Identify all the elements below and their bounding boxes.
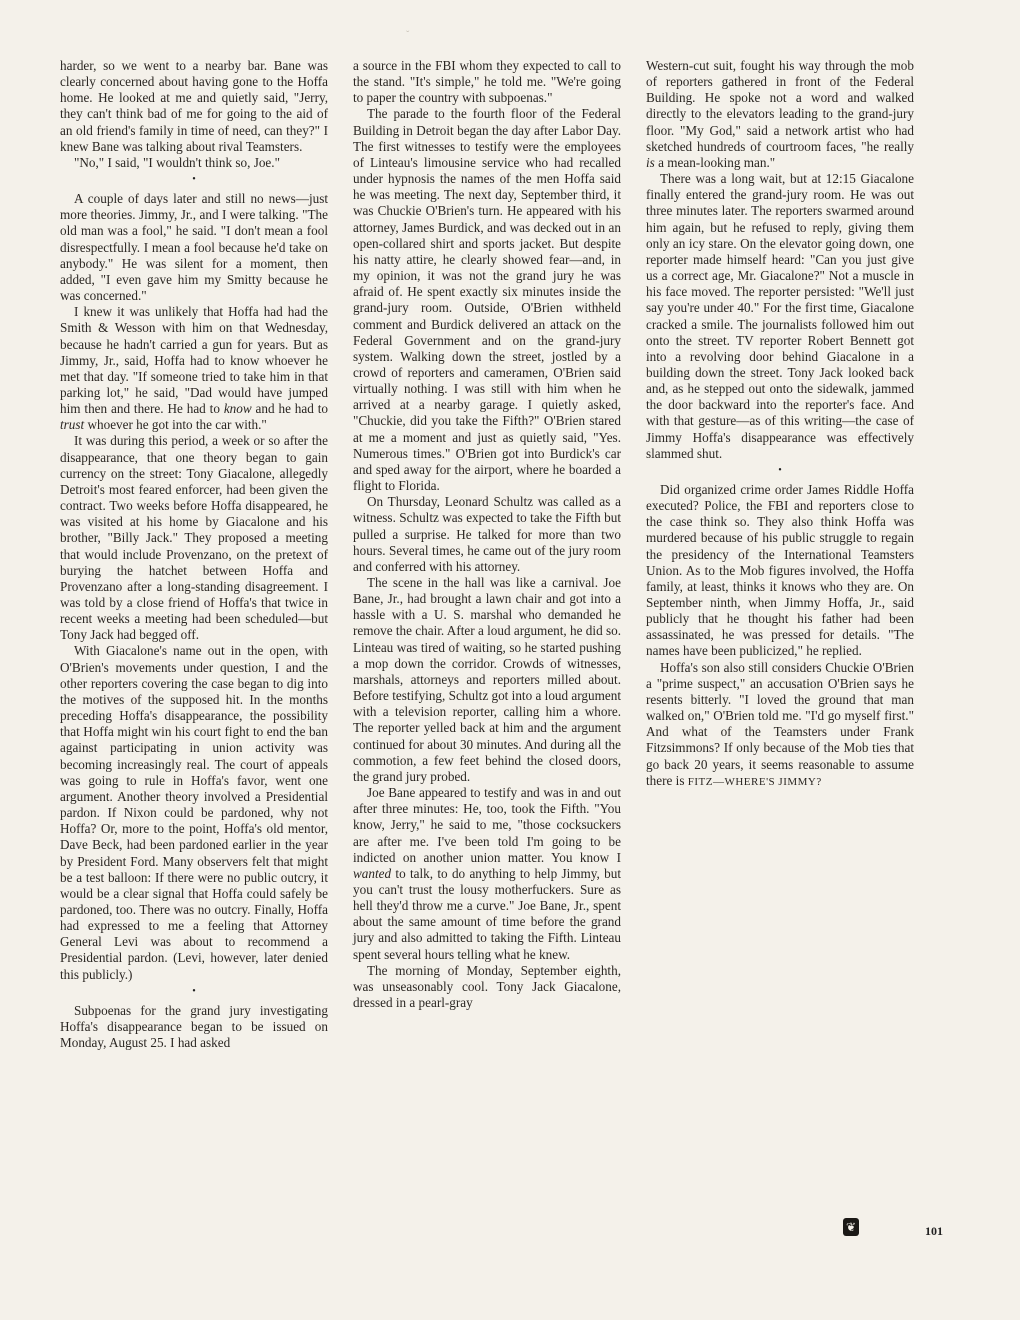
paragraph: I knew it was unlikely that Hoffa had had the Smith & Wesson with him on that Wednesday, because he hadn't carried a gun for years. But as Jimmy, Jr., said, Hoffa had to know whoever he met that day. "If someone tried to take him in that parking lot," he said, "Dad would have jumped him then and there. He had to know and he had to trust whoever he got into the car with."	[60, 304, 328, 433]
paragraph: The morning of Monday, September eighth, was unseasonably cool. Tony Jack Giacalone, dressed in a pearl-gray	[353, 962, 621, 1011]
paragraph: a source in the FBI whom they expected to call to the stand. "It's simple," he told me. "We're going to paper the country with subpoenas."	[353, 58, 621, 106]
paragraph: A couple of days later and still no news—just more theories. Jimmy, Jr., and I were talking. "The old man was a fool," he said. "I don't mean a fool disrespectfully. I mean a fool because he'd take on anybody." He was silent for a moment, then added, "I even gave him my Smitty because he was concerned."	[60, 191, 328, 304]
paragraph: There was a long wait, but at 12:15 Giacalone finally entered the grand-jury room. He was out three minutes later. The reporters swarmed around him again, but he refused to reply, giving them only an icy stare. On the elevator going down, one reporter made himself heard: "Can you just give us a correct age, Mr. Giacalone?" Not a muscle in his face moved. The reporter persisted: "We'll just say you're under 40." For the first time, Giacalone cracked a smile. The journalists followed him out onto the street. TV reporter Robert Bennett got into a revolving door behind Giacalone in a building down the street. Tony Jack looked back and, as he stepped out onto the sidewalk, jammed the door backward into the reporter's face. And with that gesture—as of this writing—the case of Jimmy Hoffa's disappearance was effectively slammed shut.	[646, 171, 914, 461]
column-2	[353, 58, 621, 1011]
section-separator: •	[778, 464, 782, 476]
section-separator: •	[192, 174, 196, 186]
paragraph: The parade to the fourth floor of the Federal Building in Detroit began the day after Labor Day. The first witnesses to testify were the employees of Linteau's limousine service who had recalled under hypnosis the names of the men Hoffa said he was meeting. The next day, September third, it was Chuckie O'Brien's turn. He appeared with his attorney, James Burdick, and was decked out in an open-collared shirt and sports jacket. But despite his natty attire, he clearly showed fear—and, in my opinion, it was not the grand jury he was afraid of. He spent exactly six minutes inside the grand-jury room. Outside, O'Brien withheld comment and Burdick delivered an attack on the Federal Government and on the grand-jury system. Walking down the street, jostled by a crowd of reporters and cameramen, O'Brien said virtually nothing. I was still with him when he arrived at a nearby garage. I quietly asked, "Chuckie, did you take the Fifth?" O'Brien stared at me a moment and just as quietly said, "Yes. Numerous times." O'Brien got into Burdick's car and sped away for the airport, where he boarded a flight to Florida.	[353, 106, 621, 494]
paragraph: Subpoenas for the grand jury investigating Hoffa's disappearance began to be issued on Monday, August 25. I had asked	[60, 1002, 328, 1051]
paper-speck: ˇ	[406, 30, 410, 41]
emphasis: trust	[60, 417, 85, 433]
playboy-rabbit-icon: ❦	[843, 1218, 859, 1236]
paragraph: "No," I said, "I wouldn't think so, Joe."	[74, 154, 280, 170]
paragraph: On Thursday, Leonard Schultz was called as a witness. Schultz was expected to take the Fifth but pulled a surprise. He talked for more than two hours. Several times, he came out of the jury room and conferred with his attorney.	[353, 494, 621, 574]
page-number: 101	[925, 1224, 943, 1238]
paragraph: The scene in the hall was like a carnival. Joe Bane, Jr., had brought a lawn chair and got into a hassle with a U. S. marshal who demanded he remove the chair. After a loud argument, he did so. Linteau was tired of waiting, so he started pushing a mop down the corridor. Crowds of witnesses, marshals, attorneys and reporters milled about. Before testifying, Schultz got into a loud argument with a television reporter, calling him a whore. The reporter yelled back at him and the argument continued for about 30 minutes. And during all the commotion, a few feet behind the closed doors, the grand jury probed.	[353, 575, 621, 784]
emphasis: know	[223, 401, 252, 417]
column-3	[646, 58, 914, 790]
section-separator: •	[192, 985, 196, 997]
emphasis: is	[646, 154, 655, 170]
paragraph: Joe Bane appeared to testify and was in and out after three minutes: He, too, took the Fifth. "You know, Jerry," he said to me, "those cocksuckers are after me. I've been told I'm going to be indicted on another union matter. You know I wanted to talk, to do anything to help Jimmy, but you can't trust the lousy motherfuckers. Sure as hell they'd throw me a curve." Joe Bane, Jr., spent about the same amount of time before the grand jury and also admitted to taking the Fifth. Linteau spent several hours telling what he knew.	[353, 785, 621, 962]
paragraph: With Giacalone's name out in the open, with O'Brien's movements under question, I and the other reporters covering the case began to dig into the motives of the supposed hit. In the months preceding Hoffa's disappearance, the possibility that Hoffa might win his court fight to end the ban against participating in union activity was becoming increasingly real. The court of appeals was going to rule in Hoffa's favor, went one argument. Another theory involved a Presidential pardon. If Nixon could be pardoned, why not Hoffa? Or, more to the point, Hoffa's old mentor, Dave Beck, had been pardoned earlier in the year by President Ford. Many observers felt that might be a test balloon: If there were no public outcry, it would be a clear signal that Hoffa could safely be pardoned, too. There was no outcry. Finally, Hoffa had expressed to me a feeling that Attorney General Levi was about to recommend a Presidential pardon. (Levi, however, later denied this publicly.)	[60, 643, 328, 982]
emphasis: wanted	[353, 865, 392, 881]
paragraph: harder, so we went to a nearby bar. Bane was clearly concerned about having gone to the Hoffa home. He looked at me and quietly said, "Jerry, they can't think bad of me for going to the aid of an old friend's family in time of need, can they?" I knew Bane was talking about rival Teamsters.	[60, 58, 328, 154]
bumper-sticker-text: FITZ—WHERE'S JIMMY?	[687, 775, 822, 788]
paragraph: Western-cut suit, fought his way through the mob of reporters gathered in front of the Federal Building. He spoke not a word and walked directly to the elevators leading to the grand-jury floor. "My God," said a network artist who had sketched hundreds of courtroom faces, "he really is a mean-looking man."	[646, 58, 914, 170]
paragraph: Did organized crime order James Riddle Hoffa executed? Police, the FBI and reporters close to the case think so. They also think Hoffa was murdered because of his public struggle to regain the presidency of the International Teamsters Union. As to the Mob figures involved, the Hoffa family, at least, thinks it knows who they are. On September ninth, when Jimmy Hoffa, Jr., said publicly that he thought his father had been assassinated, he was pressed for details. "The names have been publicized," he replied.	[646, 481, 914, 659]
column-1	[60, 58, 328, 1051]
paragraph: Hoffa's son also still considers Chuckie O'Brien a "prime suspect," an accusation O'Brien says he resents bitterly. "I loved the ground that man walked on," O'Brien told me. "I'd go myself first." And what of the Teamsters under Frank Fitzsimmons? If only because of the Mob ties that go back 20 years, it seems reasonable to assume there is FITZ—WHERE'S JIMMY?	[646, 659, 914, 788]
paragraph: It was during this period, a week or so after the disappearance, that one theory began to gain currency on the street: Tony Giacalone, allegedly Detroit's most feared enforcer, had been given the contract. Two weeks before Hoffa disappeared, he was visited at his home by Giacalone and his brother, "Billy Jack." They proposed a meeting that would include Provenzano, on the pretext of burying the hatchet between Hoffa and Provenzano after a long-standing disagreement. I was told by a close friend of Hoffa's that twice in recent weeks a meeting had been scheduled—but Tony Jack had begged off.	[60, 433, 328, 643]
magazine-page	[60, 58, 930, 1268]
